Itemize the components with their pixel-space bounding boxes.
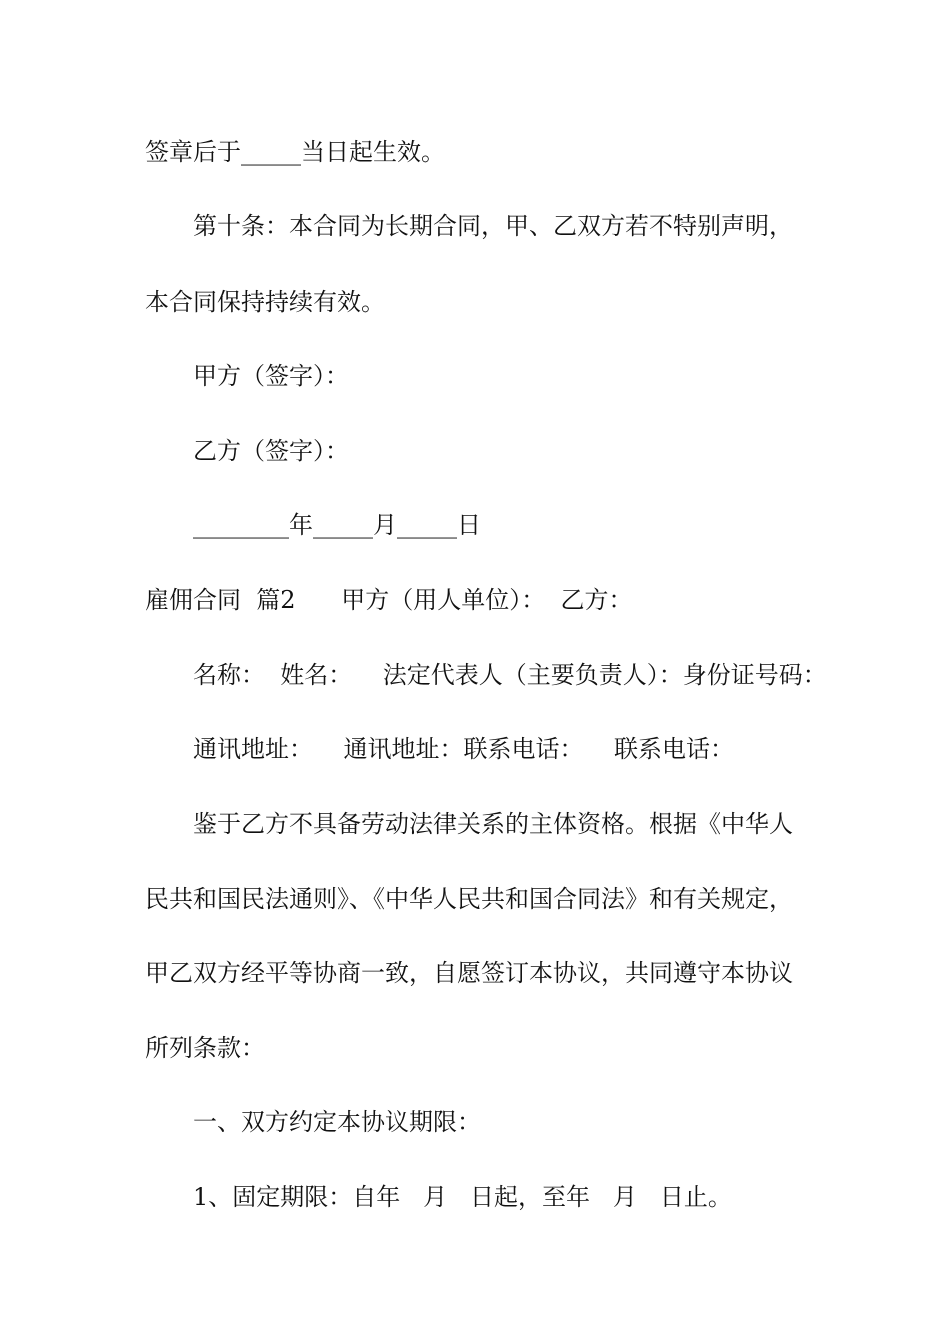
text-line-address-fields: 通讯地址： 通讯地址：联系电话： 联系电话：	[193, 735, 735, 763]
text-line-effective-date: 签章后于_____当日起生效。	[145, 138, 445, 166]
text-line-fixed-term: 1、固定期限：自年 月 日起，至年 月 日止。	[193, 1183, 732, 1211]
text-line-signing-date: ________年_____月_____日	[193, 511, 481, 539]
text-line-article-ten-cont: 本合同保持持续有效。	[145, 288, 385, 316]
text-line-article-ten: 第十条：本合同为长期合同，甲、乙双方若不特别声明，	[193, 212, 793, 240]
text-line-preamble-cont-1: 民共和国民法通则》、《中华人民共和国合同法》和有关规定，	[145, 885, 793, 913]
text-line-term-heading: 一、双方约定本协议期限：	[193, 1108, 481, 1136]
text-line-preamble: 鉴于乙方不具备劳动法律关系的主体资格。根据《中华人	[193, 810, 793, 838]
section-heading-contract-2: 雇佣合同 篇2 甲方（用人单位）： 乙方：	[145, 586, 633, 614]
text-line-party-b-signature: 乙方（签字）：	[193, 437, 349, 465]
text-line-party-a-signature: 甲方（签字）：	[193, 362, 349, 390]
text-line-preamble-cont-2: 甲乙双方经平等协商一致，自愿签订本协议，共同遵守本协议	[145, 959, 793, 987]
text-line-preamble-cont-3: 所列条款：	[145, 1034, 265, 1062]
text-line-name-fields: 名称： 姓名： 法定代表人（主要负责人）：身份证号码：	[193, 661, 827, 689]
